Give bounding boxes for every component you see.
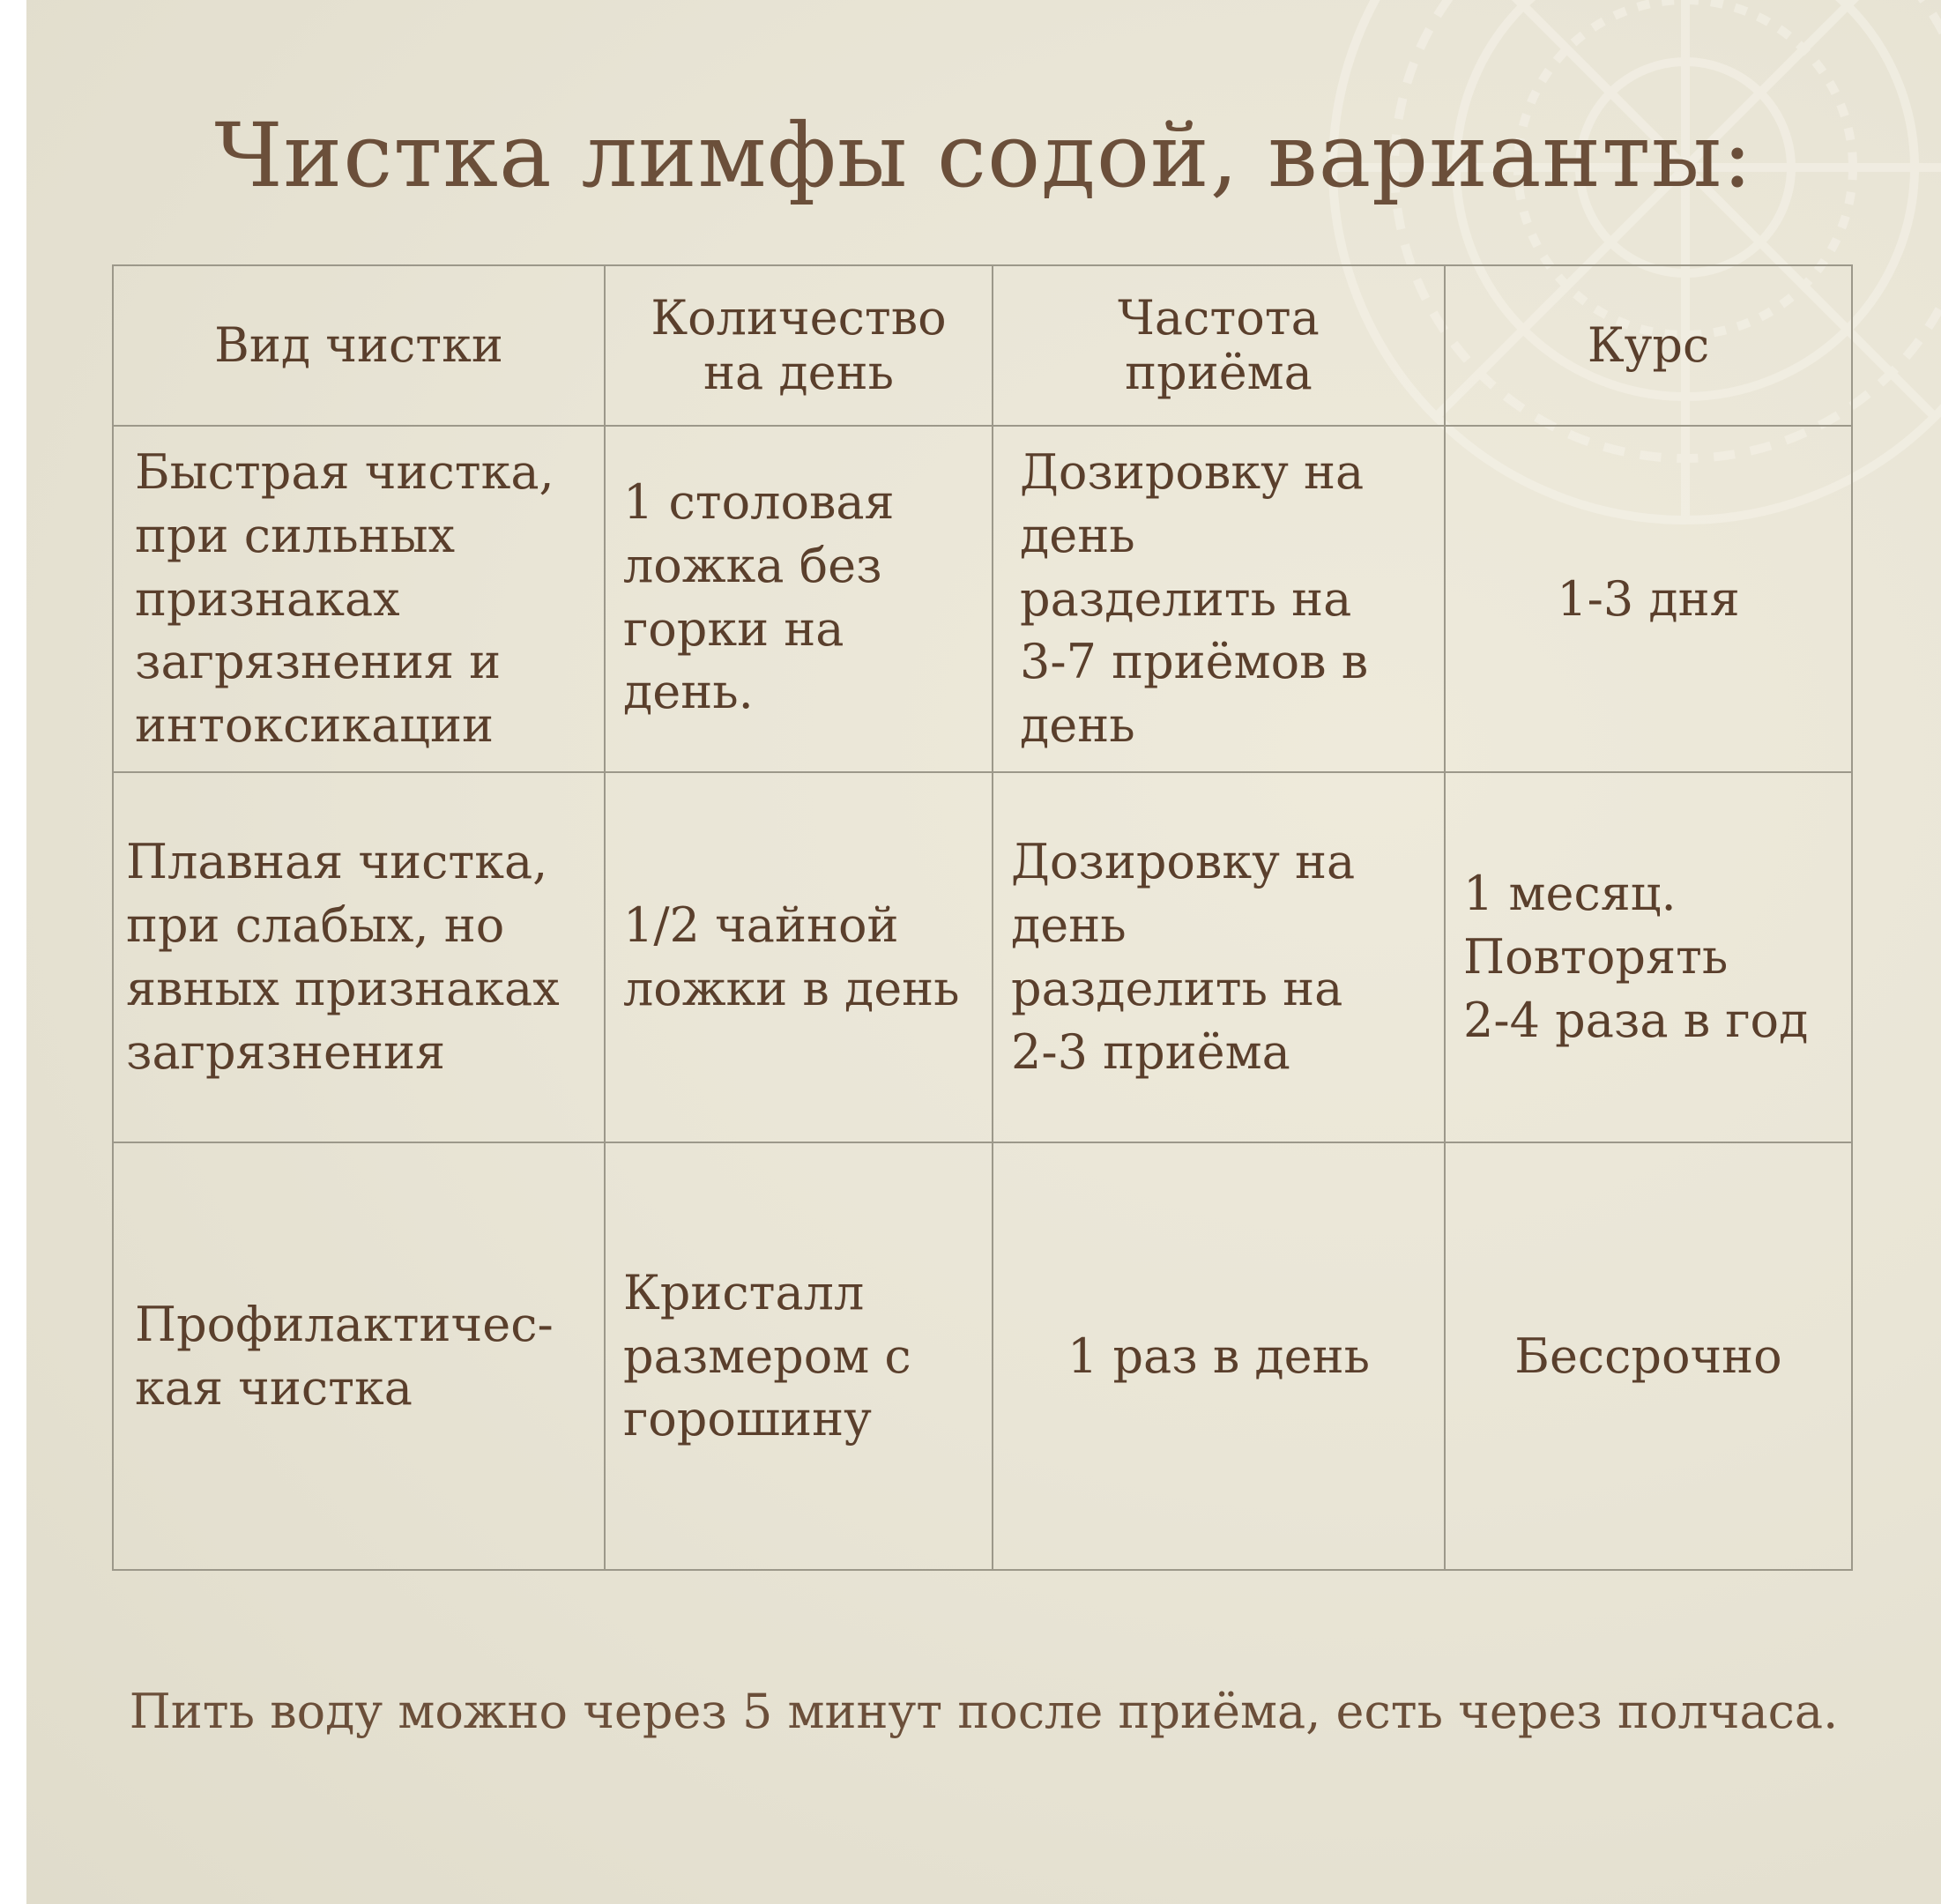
table-header-row bbox=[113, 265, 1852, 426]
page-background bbox=[26, 0, 1941, 1904]
cell-amount: 1 столовая ложка без горки на день. bbox=[605, 426, 993, 772]
table-row bbox=[113, 1142, 1852, 1570]
header-cell-frequency: Частота приёма bbox=[993, 265, 1445, 426]
cell-type: Профилактичес- кая чистка bbox=[113, 1142, 605, 1570]
header-cell-type: Вид чистки bbox=[113, 265, 605, 426]
header-cell-course: Курс bbox=[1445, 265, 1852, 426]
cleansing-table bbox=[112, 264, 1853, 1571]
cell-course: 1-3 дня bbox=[1445, 426, 1852, 772]
table-row bbox=[113, 426, 1852, 772]
cell-course: Бессрочно bbox=[1445, 1142, 1852, 1570]
cell-frequency: Дозировку на день разделить на 3-7 приёмов в день bbox=[993, 426, 1445, 772]
header-cell-amount: Количество на день bbox=[605, 265, 993, 426]
cell-frequency: 1 раз в день bbox=[993, 1142, 1445, 1570]
footer-note: Пить воду можно через 5 минут после приёма, есть через полчаса. bbox=[129, 1684, 1839, 1739]
cell-frequency: Дозировку на день разделить на 2-3 приёма bbox=[993, 772, 1445, 1142]
cell-type: Быстрая чистка, при сильных признаках загрязнения и интоксикации bbox=[113, 426, 605, 772]
cell-amount: 1/2 чайной ложки в день bbox=[605, 772, 993, 1142]
table-row bbox=[113, 772, 1852, 1142]
cell-type: Плавная чистка, при слабых, но явных признаках загрязнения bbox=[113, 772, 605, 1142]
cell-course: 1 месяц. Повторять 2-4 раза в год bbox=[1445, 772, 1852, 1142]
cell-amount: Кристалл размером с горошину bbox=[605, 1142, 993, 1570]
page-title: Чистка лимфы содой, варианты: bbox=[214, 104, 1753, 207]
